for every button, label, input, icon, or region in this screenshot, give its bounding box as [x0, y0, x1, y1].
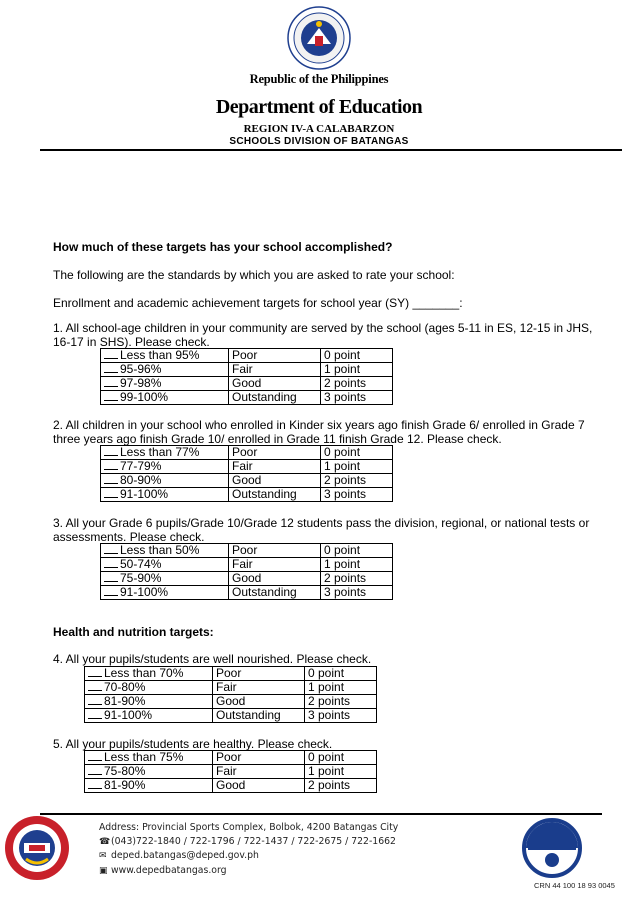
table-row[interactable]: 95-96% Fair 1 point — [101, 363, 393, 377]
check-blank[interactable] — [88, 695, 102, 705]
item-3-text: 3. All your Grade 6 pupils/Grade 10/Grade 12 students pass the division, regional, or national tests or assessments. Please check. — [53, 516, 590, 544]
table-row[interactable]: 81-90% Good 2 points — [85, 779, 377, 793]
check-blank[interactable] — [88, 709, 102, 719]
check-blank[interactable] — [88, 751, 102, 761]
item-2-text: 2. All children in your school who enrolled in Kinder six years ago finish Grade 6/ enrolled in Grade 7 three years ago finish Grade 10/ enrolled in Grade 11 finish Grade 12. Please check. — [53, 418, 585, 446]
check-blank[interactable] — [88, 667, 102, 677]
footer-email[interactable]: deped.batangas@deped.gov.ph — [111, 850, 259, 861]
check-blank[interactable] — [104, 488, 118, 498]
table-row[interactable]: 75-80% Fair 1 point — [85, 765, 377, 779]
check-blank[interactable] — [88, 765, 102, 775]
table-row[interactable]: 91-100% Outstanding 3 points — [101, 586, 393, 600]
region-label: REGION IV-A CALABARZON — [243, 123, 395, 135]
rating-table-2 — [100, 445, 393, 502]
table-row[interactable]: 77-79% Fair 1 point — [101, 460, 393, 474]
table-row[interactable]: 97-98% Good 2 points — [101, 377, 393, 391]
check-blank[interactable] — [104, 558, 118, 568]
header-divider — [40, 149, 622, 151]
tuv-certification-logo-icon — [522, 818, 582, 878]
table-row[interactable]: Less than 77% Poor 0 point — [101, 446, 393, 460]
department-title: Department of Education — [215, 96, 423, 118]
footer-website[interactable]: www.depedbatangas.org — [111, 864, 227, 876]
enrollment-line: Enrollment and academic achievement targets for school year (SY) _______: — [53, 296, 463, 310]
table-row[interactable]: Less than 75% Poor 0 point — [85, 751, 377, 765]
table-row[interactable]: Less than 50% Poor 0 point — [101, 544, 393, 558]
table-row[interactable]: 75-90% Good 2 points — [101, 572, 393, 586]
table-row[interactable]: 70-80% Fair 1 point — [85, 681, 377, 695]
deped-seal-icon — [287, 6, 351, 70]
check-blank[interactable] — [104, 586, 118, 596]
check-blank[interactable] — [104, 544, 118, 554]
check-blank[interactable] — [104, 446, 118, 456]
rating-table-4 — [84, 666, 377, 723]
rating-table-1 — [100, 348, 393, 405]
table-row[interactable]: 91-100% Outstanding 3 points — [85, 709, 377, 723]
item-1-text: 1. All school-age children in your community are served by the school (ages 5-11 in ES, 12-15 in JHS, 16-17 in SHS). Please check. — [53, 321, 593, 349]
item-5-text: 5. All your pupils/students are healthy. Please check. — [53, 737, 333, 751]
table-row[interactable]: 50-74% Fair 1 point — [101, 558, 393, 572]
rating-table-5 — [84, 750, 377, 793]
item-4-text: 4. All your pupils/students are well nourished. Please check. — [53, 652, 372, 666]
table-row[interactable]: 80-90% Good 2 points — [101, 474, 393, 488]
check-blank[interactable] — [104, 363, 118, 373]
check-blank[interactable] — [104, 572, 118, 582]
phone-icon: ☎ — [99, 836, 111, 847]
health-heading: Health and nutrition targets: — [53, 625, 214, 639]
check-blank[interactable] — [88, 681, 102, 691]
table-row[interactable]: 81-90% Good 2 points — [85, 695, 377, 709]
check-blank[interactable] — [104, 377, 118, 387]
check-blank[interactable] — [104, 349, 118, 359]
table-row[interactable]: 91-100% Outstanding 3 points — [101, 488, 393, 502]
footer-phone: (043)722-1840 / 722-1796 / 722-1437 / 722-2675 / 722-1662 — [111, 835, 396, 847]
table-row[interactable]: 99-100% Outstanding 3 points — [101, 391, 393, 405]
check-blank[interactable] — [88, 779, 102, 789]
crn-number: CRN 44 100 18 93 0045 — [534, 881, 615, 890]
footer-divider — [40, 813, 602, 815]
envelope-icon: ✉ — [99, 851, 107, 861]
republic-label: Republic of the Philippines — [249, 72, 389, 86]
check-blank[interactable] — [104, 474, 118, 484]
rating-table-3 — [100, 543, 393, 600]
division-label: SCHOOLS DIVISION OF BATANGAS — [229, 136, 409, 147]
table-row[interactable]: Less than 95% Poor 0 point — [101, 349, 393, 363]
check-blank[interactable] — [104, 460, 118, 470]
computer-icon: ▣ — [99, 865, 108, 876]
check-blank[interactable] — [104, 391, 118, 401]
footer-contacts — [99, 821, 398, 878]
footer-address: Address: Provincial Sports Complex, Bolbok, 4200 Batangas City — [99, 822, 399, 833]
table-row[interactable]: Less than 70% Poor 0 point — [85, 667, 377, 681]
deped-batangas-logo-icon — [4, 815, 70, 881]
intro-text: The following are the standards by which you are asked to rate your school: — [53, 268, 455, 282]
question-heading: How much of these targets has your school accomplished? — [53, 240, 393, 254]
